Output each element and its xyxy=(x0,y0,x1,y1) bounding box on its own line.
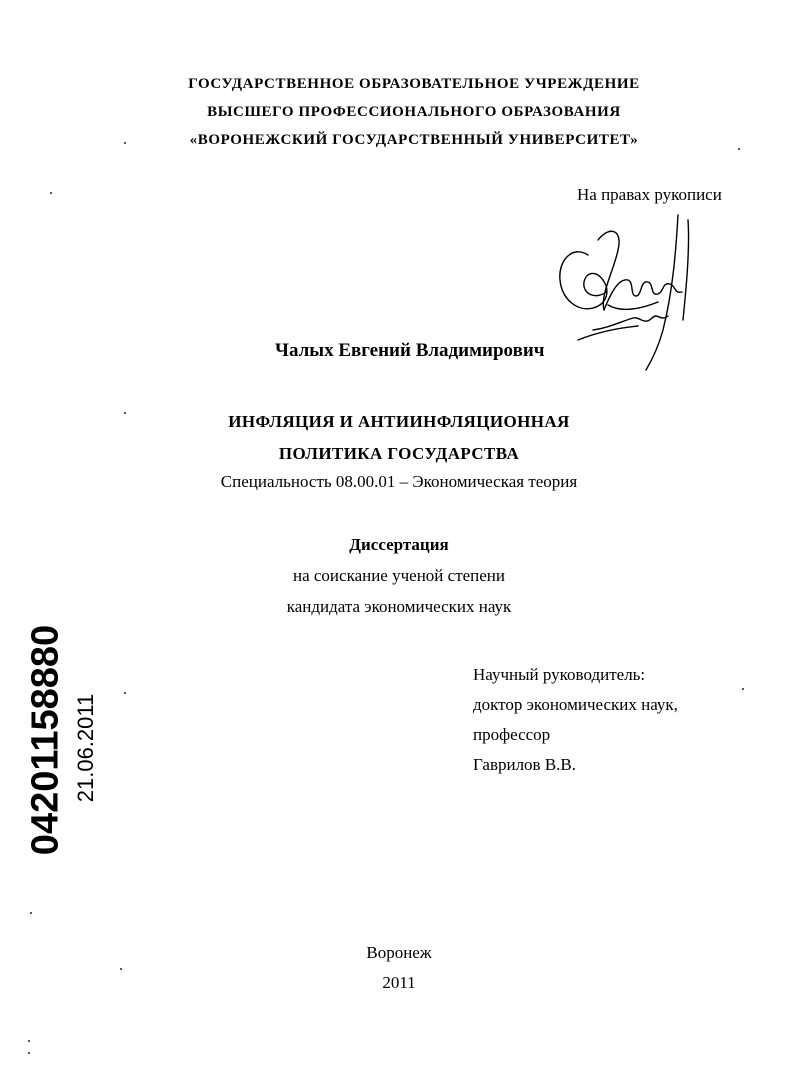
manuscript-note: На правах рукописи xyxy=(577,185,722,204)
dissertation-title xyxy=(0,406,798,470)
scan-speck xyxy=(124,412,126,414)
institution-line-1: ГОСУДАРСТВЕННОЕ ОБРАЗОВАТЕЛЬНОЕ УЧРЕЖДЕНИЕ xyxy=(188,76,640,92)
handwritten-signature-icon xyxy=(548,200,708,375)
advisor-line-3: профессор xyxy=(473,725,551,744)
degree-line-2: кандидата экономических наук xyxy=(286,597,512,616)
title-line-1: ИНФЛЯЦИЯ И АНТИИНФЛЯЦИОННАЯ xyxy=(228,412,570,431)
scan-speck xyxy=(28,1052,30,1054)
scan-speck xyxy=(742,688,744,690)
scan-speck xyxy=(28,1040,30,1042)
advisor-line-4: Гаврилов В.В. xyxy=(473,755,577,774)
specialty: Специальность 08.00.01 – Экономическая теория xyxy=(220,472,578,491)
library-stamp xyxy=(20,625,100,855)
scan-speck xyxy=(124,142,126,144)
author-name: Чалых Евгений Владимирович xyxy=(275,340,545,361)
stamp-date: 21.06.2011 xyxy=(73,693,98,803)
advisor-line-2: доктор экономических наук, xyxy=(473,695,678,714)
dissertation-heading: Диссертация xyxy=(349,535,449,554)
city: Воронеж xyxy=(366,943,432,962)
institution-line-3: «ВОРОНЕЖСКИЙ ГОСУДАРСТВЕННЫЙ УНИВЕРСИТЕТ» xyxy=(189,132,639,148)
institution-header xyxy=(0,70,798,154)
scan-speck xyxy=(50,192,52,194)
title-line-2: ПОЛИТИКА ГОСУДАРСТВА xyxy=(278,444,520,463)
scan-speck xyxy=(30,912,32,914)
advisor-line-1: Научный руководитель: xyxy=(473,665,646,684)
scan-speck xyxy=(120,968,122,970)
stamp-number: 04201158880 xyxy=(24,624,67,856)
institution-line-2: ВЫСШЕГО ПРОФЕССИОНАЛЬНОГО ОБРАЗОВАНИЯ xyxy=(207,104,621,120)
degree-line-1: на соискание ученой степени xyxy=(292,566,506,585)
scan-speck xyxy=(738,148,740,150)
scientific-advisor xyxy=(473,660,678,780)
year: 2011 xyxy=(382,973,416,992)
scan-speck xyxy=(124,692,126,694)
